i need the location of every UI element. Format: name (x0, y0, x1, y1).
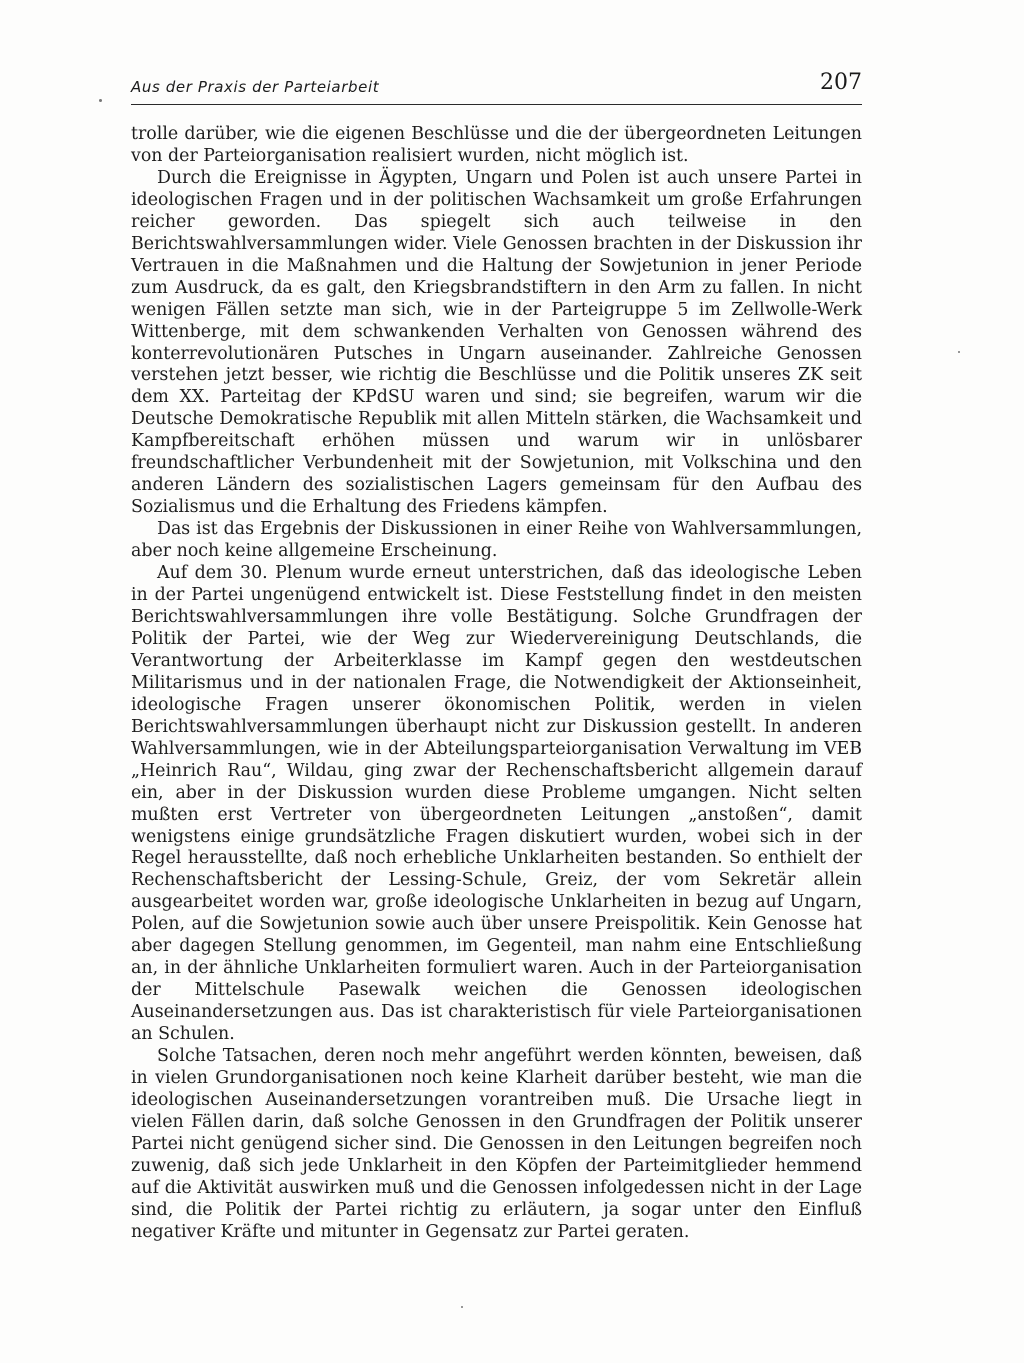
paragraph: Auf dem 30. Plenum wurde erneut unterstrichen, daß das ideologische Leben in der Partei ungenügend entwickelt ist. Diese Feststellung findet in den meisten Berichtswahlversammlungen ihre volle Bestätigung. Solche Grundfragen der Politik der Partei, wie der Weg zur Wiedervereinigung Deutschlands, die Verantwortung der Arbeiterklasse im Kampf gegen den westdeutschen Militarismus und in der nationalen Frage, die Notwendigkeit der Aktionseinheit, ideologische Fragen unserer ökonomischen Politik, werden in vielen Berichtswahlversammlungen überhaupt nicht zur Diskussion gestellt. In anderen Wahlversammlungen, wie in der Abteilungsparteiorganisation Verwaltung im VEB „Heinrich Rau“, Wildau, ging zwar der Rechenschaftsbericht allgemein darauf ein, aber in der Diskussion wurden diese Probleme umgangen. Nicht selten mußten erst Vertreter von übergeordneten Leitungen „anstoßen“, damit wenigstens einige grundsätzliche Fragen diskutiert wurden, wobei sich in der Regel herausstellte, daß noch erhebliche Unklarheiten bestanden. So enthielt der Rechenschaftsbericht der Lessing-Schule, Greiz, der vom Sekretär allein ausgearbeitet worden war, große ideologische Unklarheiten in bezug auf Ungarn, Polen, auf die Sowjetunion sowie auch über unsere Preispolitik. Kein Genosse hat aber dagegen Stellung genommen, im Gegenteil, man nahm eine Entschließung an, in der ähnliche Unklarheiten formuliert waren. Auch in der Parteiorganisation der Mittelschule Pasewalk weichen die Genossen ideologischen Auseinandersetzungen aus. Das ist charakteristisch für viele Parteiorganisationen an Schulen. (131, 563, 862, 1045)
paragraph-continuation: trolle darüber, wie die eigenen Beschlüsse und die der übergeordneten Leitungen von der Parteiorganisation realisiert wurden, nicht möglich ist. (131, 124, 862, 166)
running-head (131, 70, 862, 105)
running-head-title: Aus der Praxis der Parteiarbeit (131, 78, 380, 96)
scan-speck (958, 351, 960, 353)
scan-speck (461, 1306, 463, 1308)
page-number: 207 (820, 70, 862, 95)
scan-speck (99, 99, 102, 102)
paragraph: Durch die Ereignisse in Ägypten, Ungarn und Polen ist auch unsere Partei in ideologischen Fragen und in der politischen Wachsamkeit um große Erfahrungen reicher geworden. Das spiegelt sich auch teilweise in den Berichtswahlversammlungen wider. Viele Genossen brachten in der Diskussion ihr Vertrauen in die Maßnahmen und die Haltung der Sowjetunion in jener Periode zum Ausdruck, da es galt, den Kriegsbrandstiftern in den Arm zu fallen. In nicht wenigen Fällen setzte man sich, wie in der Parteigruppe 5 im Zellwolle-Werk Wittenberge, mit dem schwankenden Verhalten von Genossen während des konterrevolutionären Putsches in Ungarn auseinander. Zahlreiche Genossen verstehen jetzt besser, wie richtig die Beschlüsse und die Politik unseres ZK seit dem XX. Parteitag der KPdSU waren und sind; sie begreifen, warum wir die Deutsche Demokratische Republik mit allen Mitteln stärken, die Wachsamkeit und Kampfbereitschaft erhöhen müssen und warum wir in unlösbarer freundschaftlicher Verbundenheit mit der Sowjetunion, mit Volkschina und den anderen Ländern des sozialistischen Lagers gemeinsam für den Aufbau des Sozialismus und die Erhaltung des Friedens kämpfen. (131, 167, 862, 518)
paragraph: Das ist das Ergebnis der Diskussionen in einer Reihe von Wahlversammlungen, aber noch keine allgemeine Erscheinung. (131, 519, 862, 562)
paragraph: Solche Tatsachen, deren noch mehr angeführt werden könnten, beweisen, daß in vielen Grundorganisationen noch keine Klarheit darüber besteht, wie man die ideologischen Auseinandersetzungen vorantreiben muß. Die Ursache liegt in vielen Fällen darin, daß solche Genossen in den Grundfragen der Politik unserer Partei nicht genügend sicher sind. Die Genossen in den Leitungen begreifen noch zuwenig, daß sich jede Unklarheit in den Köpfen der Parteimitglieder hemmend auf die Aktivität auswirken muß und die Genossen infolgedessen nicht in der Lage sind, die Politik der Partei richtig zu erläutern, ja sogar unter den Einfluß negativer Kräfte und mitunter in Gegensatz zur Partei geraten. (131, 1046, 862, 1242)
body-text (131, 124, 862, 1244)
